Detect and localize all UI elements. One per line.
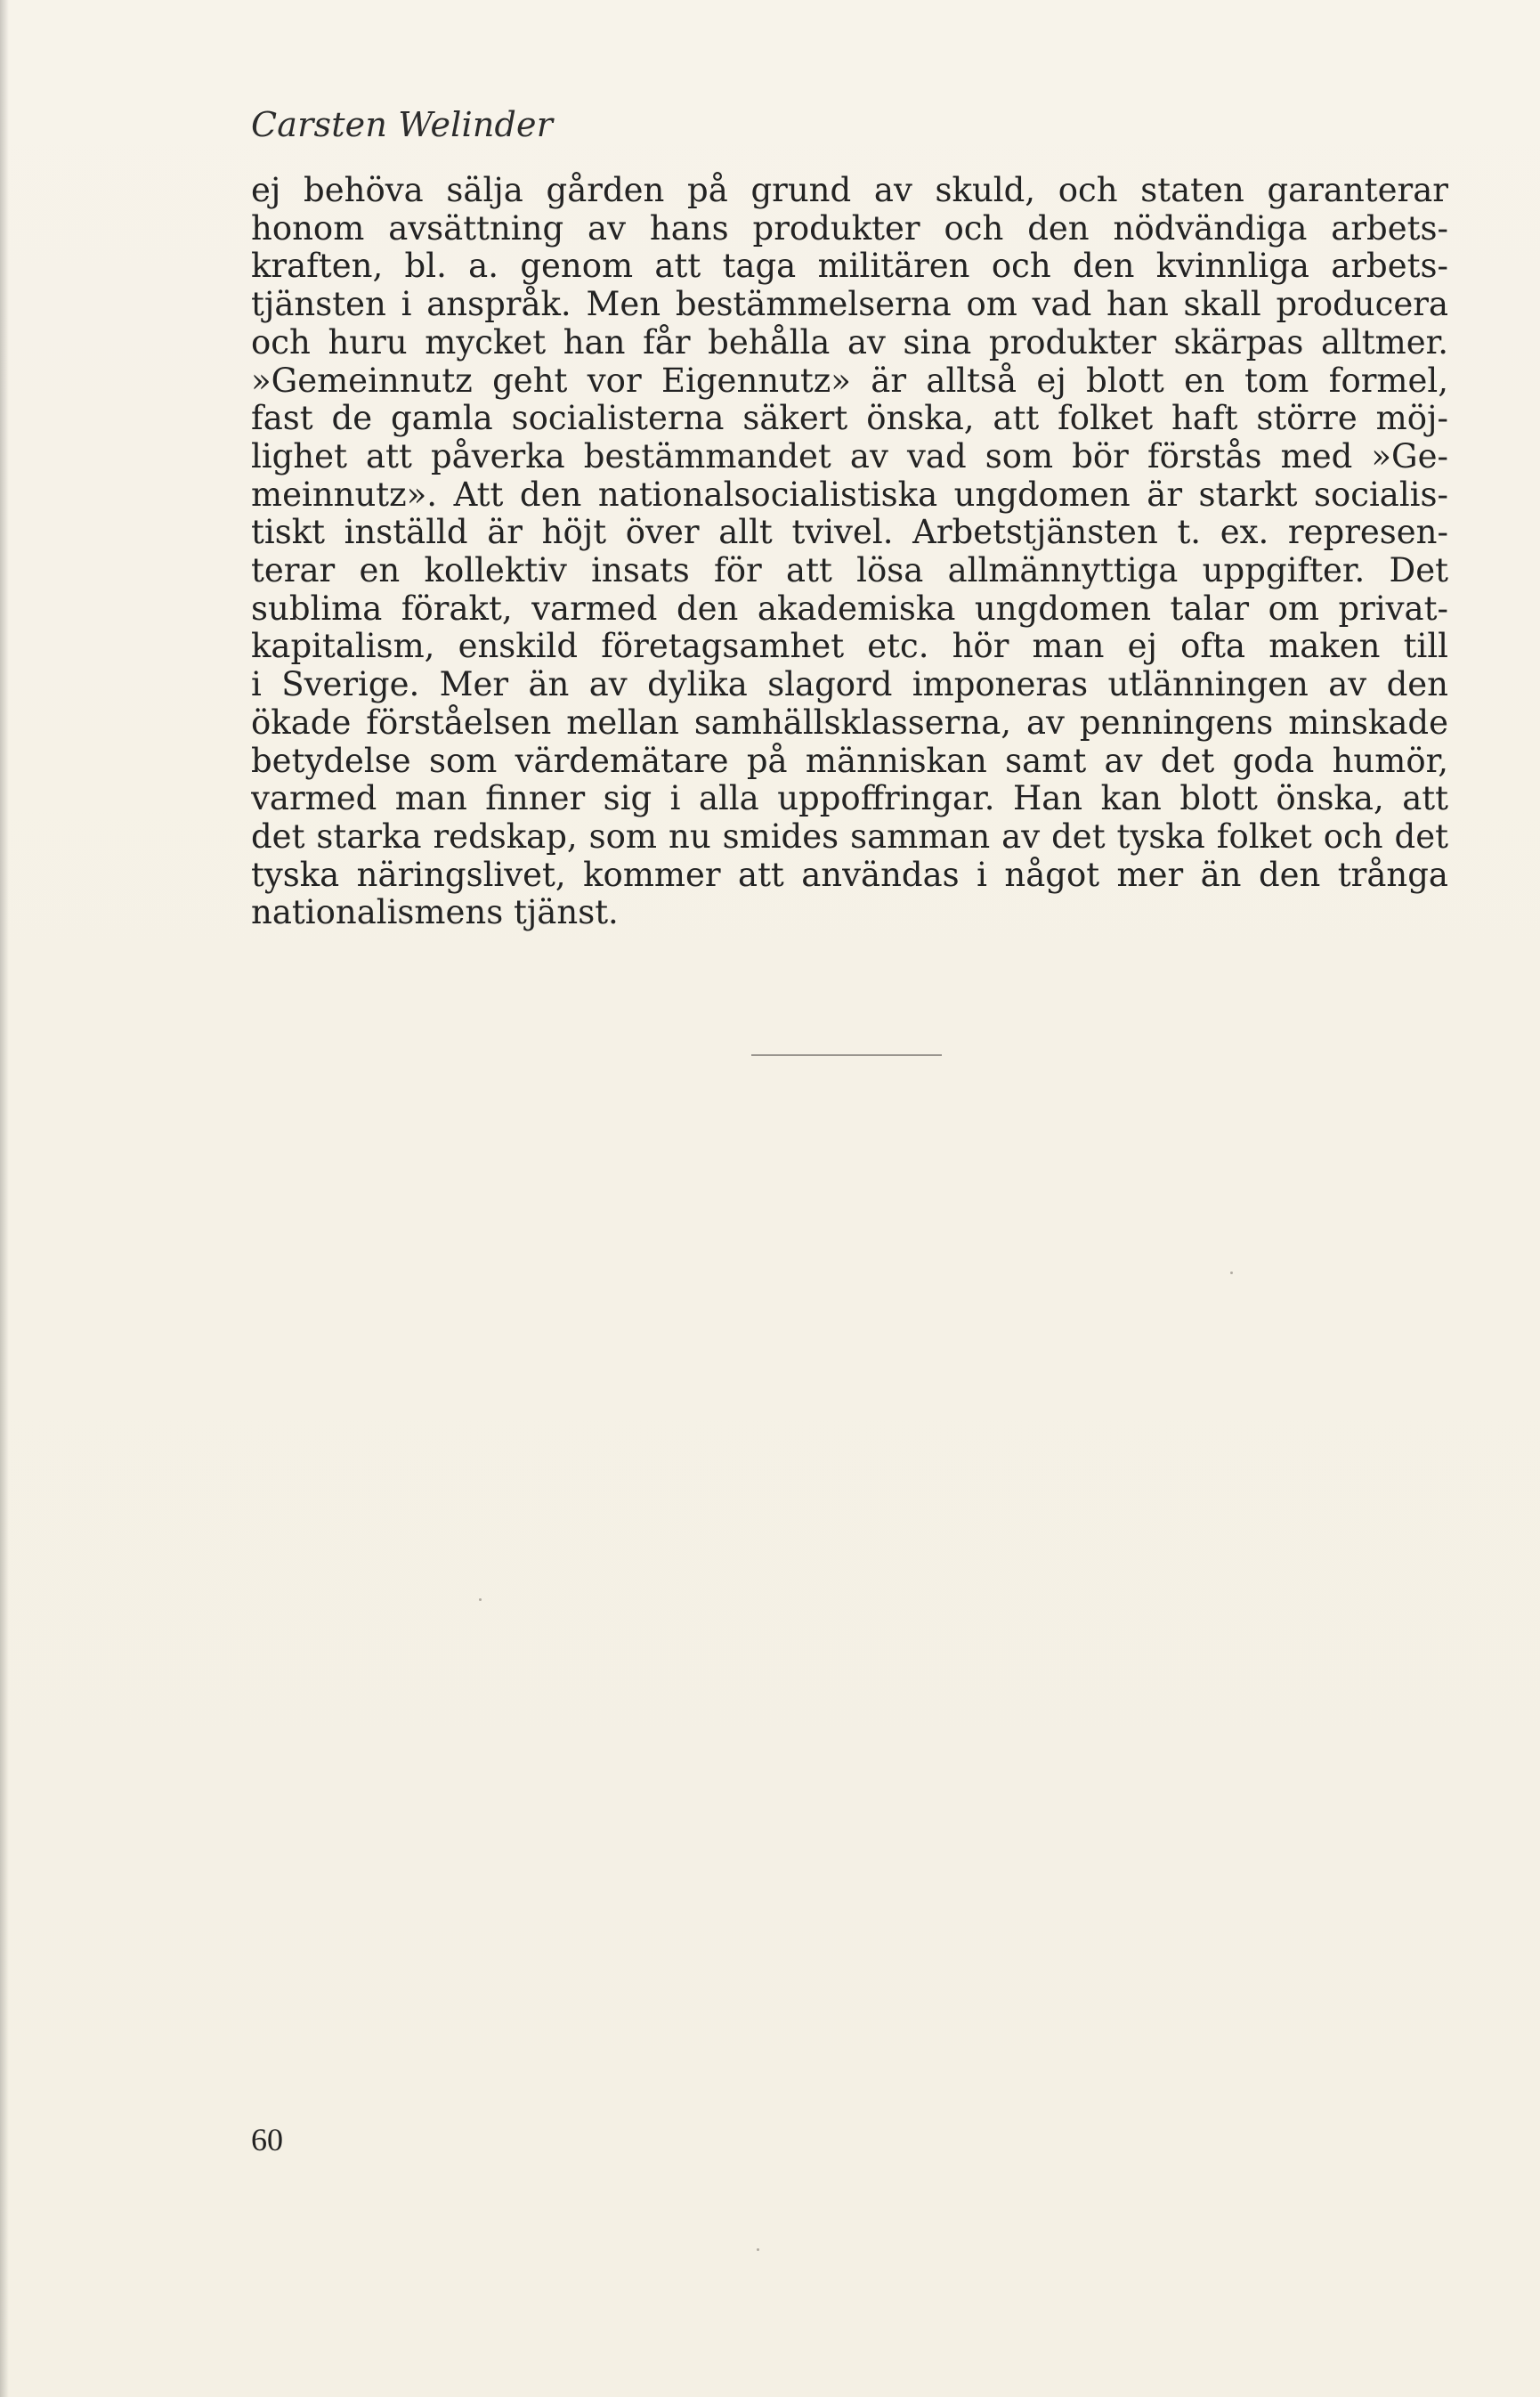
paper-speck xyxy=(1230,1272,1233,1274)
text-line: fast de gamla socialisterna säkert önska, att folket haft större möj- xyxy=(251,400,1448,438)
text-line: ej behöva sälja gården på grund av skuld, och staten garanterar xyxy=(251,172,1448,209)
text-line: meinnutz». Att den nationalsocialistiska ungdomen är starkt socialis- xyxy=(251,475,1448,514)
text-line: betydelse som värdemätare på människan samt av det goda humör, xyxy=(251,742,1448,780)
text-line: tjänsten i anspråk. Men bestämmelserna om vad han skall producera xyxy=(251,286,1448,324)
section-separator xyxy=(751,1054,942,1056)
text-line: och huru mycket han får behålla av sina produkter skärpas alltmer. xyxy=(251,323,1448,362)
text-line-last: nationalismens tjänst. xyxy=(251,894,619,932)
paper-speck xyxy=(479,1598,482,1601)
text-line: tiskt inställd är höjt över allt tvivel. Arbetstjänsten t. ex. represen- xyxy=(251,514,1448,552)
text-line: sublima förakt, varmed den akademiska ungdomen talar om privat- xyxy=(251,589,1448,628)
body-text xyxy=(251,172,1448,932)
running-head: Carsten Welinder xyxy=(251,105,554,144)
text-line: »Gemeinnutz geht vor Eigennutz» är alltså ej blott en tom formel, xyxy=(251,362,1448,400)
text-line: i Sverige. Mer än av dylika slagord imponeras utlänningen av den xyxy=(251,666,1448,704)
paper-speck xyxy=(757,2248,759,2251)
text-line: tyska näringslivet, kommer att användas i något mer än den trånga xyxy=(251,856,1448,894)
text-line: honom avsättning av hans produkter och den nödvändiga arbets- xyxy=(251,209,1448,248)
text-line: det starka redskap, som nu smides samman av det tyska folket och det xyxy=(251,817,1448,856)
text-line: kraften, bl. a. genom att taga militären och den kvinnliga arbets- xyxy=(251,248,1448,286)
page-number: 60 xyxy=(251,2122,283,2157)
text-line: lighet att påverka bestämmandet av vad som bör förstås med »Ge- xyxy=(251,437,1448,475)
text-line: ökade förståelsen mellan samhällsklasserna, av penningens minskade xyxy=(251,703,1448,742)
text-line: varmed man finner sig i alla uppoffringar. Han kan blott önska, att xyxy=(251,780,1448,818)
text-line: terar en kollektiv insats för att lösa allmännyttiga uppgifter. Det xyxy=(251,552,1448,590)
text-line: kapitalism, enskild företagsamhet etc. hör man ej ofta maken till xyxy=(251,628,1448,666)
